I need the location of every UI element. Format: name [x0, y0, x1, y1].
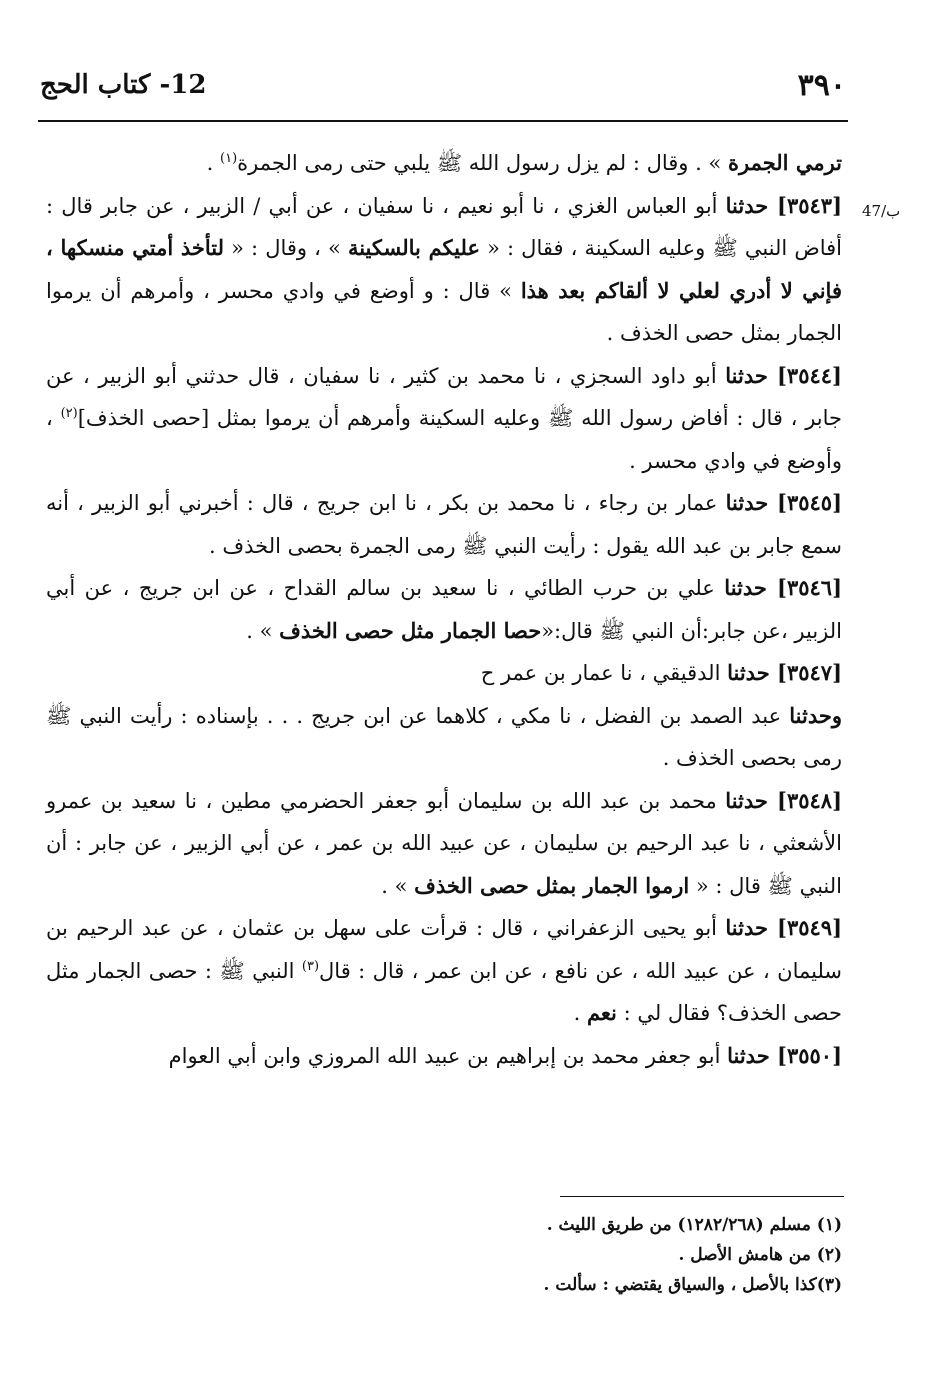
- paragraph-continuation: ترمي الجمرة » . وقال : لم يزل رسول الله ﷺ يلبي حتى رمى الجمرة$^{(١)}$ .: [206, 150, 842, 175]
- footnote-marker: (١): [220, 151, 238, 166]
- footnote-divider: [560, 1196, 844, 1197]
- header-divider: [38, 120, 848, 122]
- running-title: 12- كتاب الحج: [40, 70, 207, 100]
- hadith-3547-second-chain: وحدثنا عبد الصمد بن الفضل ، نا مكي ، كلاهما عن ابن جريج . . . بإسناده : رأيت النبي ﷺ رمى بحصى الخذف .: [46, 702, 842, 770]
- hadith-3547: [٣٥٤٧] حدثنا الدقيقي ، نا عمار بن عمر ح: [480, 660, 842, 685]
- footnote-marker: (٣): [301, 958, 320, 974]
- hadith-number: [٣٥٤٦]: [777, 575, 842, 600]
- hadith-3545: [٣٥٤٥] حدثنا عمار بن رجاء ، نا محمد بن بكر ، نا ابن جريج ، قال : أخبرني أبو الزبير ، أنه سمع جابر بن عبد الله يقول : رأيت النبي ﷺ رمى الجمرة بحصى الخذف .: [46, 490, 842, 558]
- hadith-number: [٣٥٤٥]: [777, 490, 842, 515]
- hadith-3544: [٣٥٤٤] حدثنا أبو داود السجزي ، نا محمد بن كثير ، نا سفيان ، قال حدثني أبو الزبير ، عن جابر ، قال : أفاض رسول الله ﷺ وعليه السكينة وأمرهم أن يرموا بمثل [حصى الخذف]$^{(٢)}$ ، وأوضع في وادي محسر .: [46, 362, 843, 473]
- hadith-3549: [٣٥٤٩] حدثنا أبو يحيى الزعفراني ، قال : قرأت على سهل بن عثمان ، عن عبد الرحيم بن سليمان ، عن عبيد الله ، عن نافع ، عن ابن عمر ، قال : قال$^{(٣)}$ النبي ﷺ : حصى الجمار مثل حصى الخذف؟ فقال لي : نعم .: [46, 915, 842, 1025]
- footnote-1: (١) مسلم (١٢٨٢/٢٦٨) من طريق الليث .: [546, 1215, 842, 1235]
- hadith-number: [٣٥٤٩]: [777, 915, 842, 940]
- hadith-3548: [٣٥٤٨] حدثنا محمد بن عبد الله بن سليمان أبو جعفر الحضرمي مطين ، نا سعيد بن عمرو الأشعثي ، نا عبد الرحيم بن سليمان ، عن عبيد الله بن عمر ، عن أبي الزبير ، عن جابر : أن النبي ﷺ قال : « ارموا الجمار بمثل حصى الخذف » .: [46, 787, 842, 898]
- footnotes: [46, 1210, 842, 1300]
- hadith-number: [٣٥٥٠]: [777, 1042, 842, 1068]
- hadith-3546: [٣٥٤٦] حدثنا علي بن حرب الطائي ، نا سعيد بن سالم القداح ، عن ابن جريج ، عن أبي الزبير ،عن جابر:أن النبي ﷺ قال:«حصا الجمار مثل حصى الخذف » .: [46, 575, 842, 643]
- hadith-number: [٣٥٤٧]: [777, 660, 842, 685]
- hadith-number: [٣٥٤٤]: [776, 362, 842, 388]
- footnote-2: (٢) من هامش الأصل .: [678, 1245, 842, 1265]
- hadith-3543: [٣٥٤٣] حدثنا أبو العباس الغزي ، نا أبو نعيم ، نا سفيان ، عن أبي / الزبير ، عن جابر قال : أفاض النبي ﷺ وعليه السكينة ، فقال : « عليكم بالسكينة » ، وقال : « لتأخذ أمتي منسكها ، فإني لا أدري لعلي لا ألقاكم بعد هذا » قال : و أوضع في وادي محسر ، وأمرهم أن يرموا الجمار بمثل حصى الخذف .: [46, 192, 842, 345]
- footnote-marker: (٢): [60, 406, 78, 421]
- footnote-3: (٣)كذا بالأصل ، والسياق يقتضي : سألت .: [543, 1275, 842, 1295]
- main-text: [46, 142, 842, 1077]
- hadith-number: [٣٥٤٨]: [777, 787, 842, 813]
- hadith-number: [٣٥٤٣]: [777, 192, 842, 218]
- page-number: ٣٩٠: [797, 68, 846, 103]
- page-header: [40, 64, 846, 114]
- margin-folio-note: 47/ب: [862, 202, 901, 220]
- hadith-3550: [٣٥٥٠] حدثنا أبو جعفر محمد بن إبراهيم بن عبيد الله المروزي وابن أبي العوام: [168, 1042, 842, 1068]
